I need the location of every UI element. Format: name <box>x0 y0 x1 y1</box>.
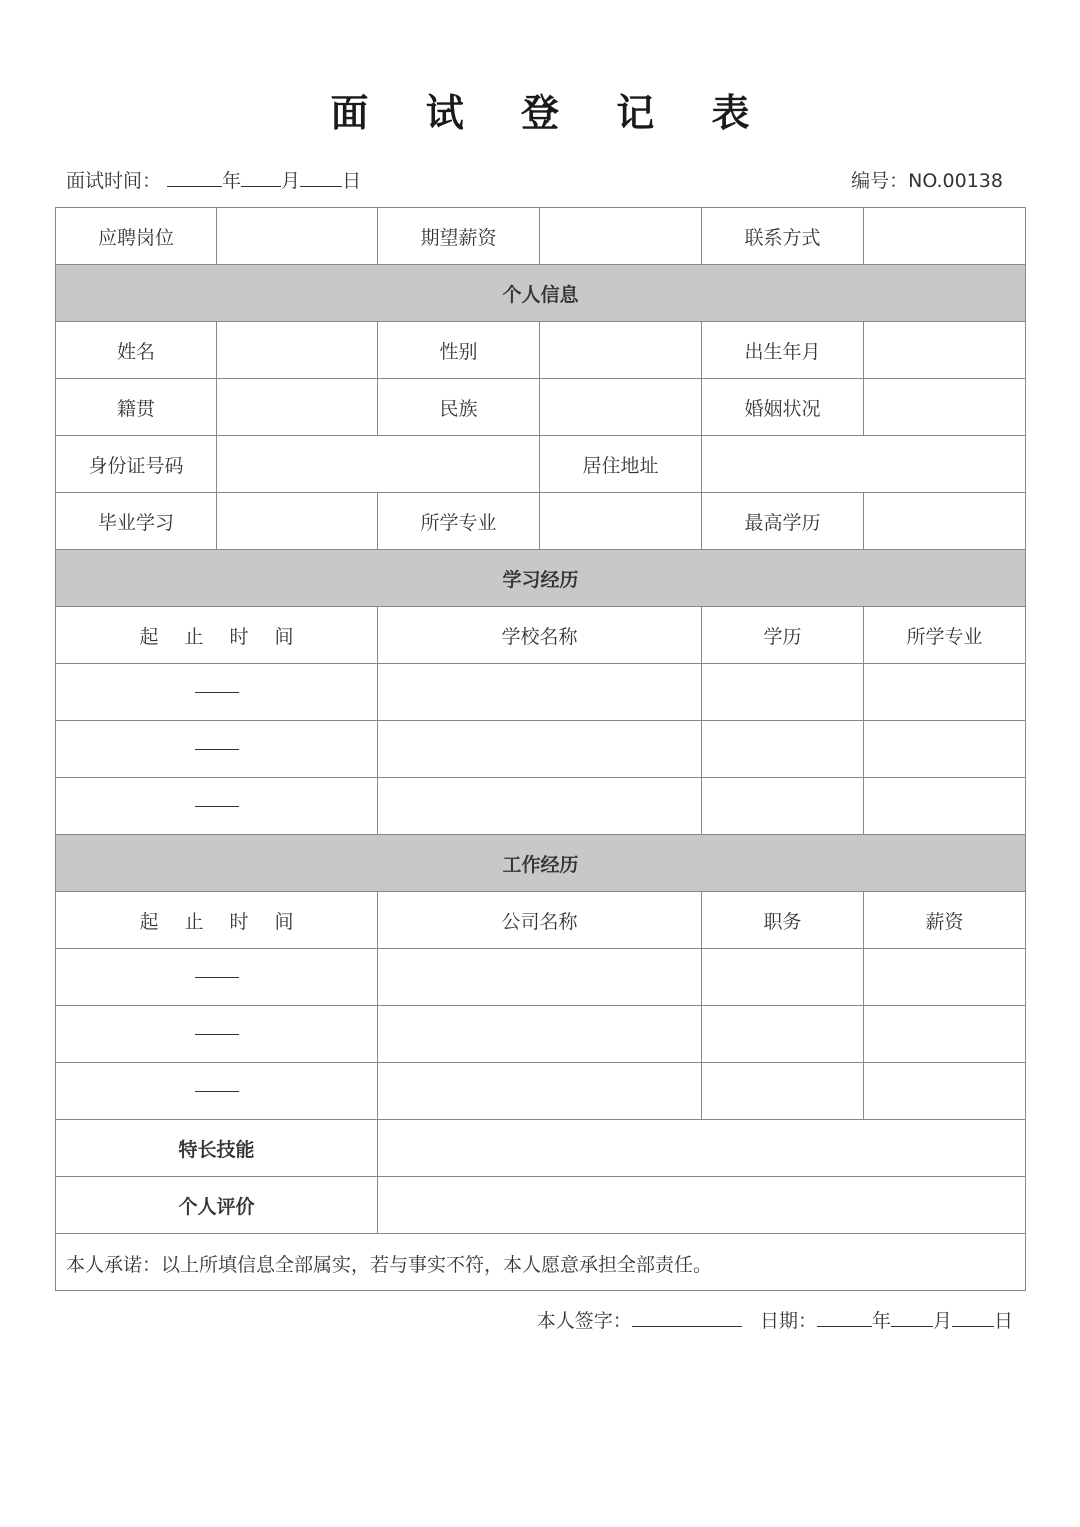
dash-separator <box>195 977 239 978</box>
degree-field[interactable] <box>702 664 864 721</box>
work-columns <box>56 892 1026 949</box>
degree-field[interactable] <box>702 778 864 835</box>
interview-time-label: 面试时间： <box>66 170 162 192</box>
work-salary-field[interactable] <box>864 949 1026 1006</box>
marital-field[interactable] <box>864 379 1026 436</box>
native-place-field[interactable] <box>217 379 378 436</box>
company-field[interactable] <box>378 1063 702 1120</box>
address-field[interactable] <box>702 436 1026 493</box>
work-row <box>56 1063 1026 1120</box>
position-field[interactable] <box>217 208 378 265</box>
study-row <box>56 664 1026 721</box>
dash-separator <box>195 1091 239 1092</box>
school-name-header: 学校名称 <box>378 607 702 664</box>
job-title-field[interactable] <box>702 1006 864 1063</box>
skills-field[interactable] <box>378 1120 1026 1177</box>
job-row <box>56 208 1026 265</box>
study-major-header: 所学专业 <box>864 607 1026 664</box>
study-major-field[interactable] <box>864 664 1026 721</box>
contact-field[interactable] <box>864 208 1026 265</box>
work-row <box>56 1006 1026 1063</box>
work-salary-field[interactable] <box>864 1063 1026 1120</box>
dash-separator <box>195 692 239 693</box>
salary-label: 期望薪资 <box>378 208 540 265</box>
work-salary-header: 薪资 <box>864 892 1026 949</box>
id-number-label: 身份证号码 <box>56 436 217 493</box>
skills-label: 特长技能 <box>56 1120 378 1177</box>
evaluation-field[interactable] <box>378 1177 1026 1234</box>
job-title-field[interactable] <box>702 949 864 1006</box>
work-period-field[interactable] <box>56 949 378 1006</box>
gender-field[interactable] <box>540 322 702 379</box>
id-number-field[interactable] <box>217 436 540 493</box>
graduated-field[interactable] <box>217 493 378 550</box>
study-history-header: 学习经历 <box>56 550 1026 607</box>
address-label: 居住地址 <box>540 436 702 493</box>
page-title: 面 试 登 记 表 <box>330 91 772 135</box>
registration-form <box>55 207 1026 1332</box>
sign-year-label: 年 <box>871 1310 891 1332</box>
work-period-header: 起 止 时 间 <box>56 892 378 949</box>
school-field[interactable] <box>378 721 702 778</box>
name-field[interactable] <box>217 322 378 379</box>
personal-row-4 <box>56 493 1026 550</box>
contact-label: 联系方式 <box>702 208 864 265</box>
skills-row <box>56 1120 1026 1177</box>
company-field[interactable] <box>378 1006 702 1063</box>
sign-month-blank[interactable] <box>891 1308 933 1327</box>
date-label: 日期： <box>759 1310 817 1332</box>
work-history-header: 工作经历 <box>56 835 1026 892</box>
evaluation-label: 个人评价 <box>56 1177 378 1234</box>
serial-label: 编号： <box>851 170 909 192</box>
study-major-field[interactable] <box>864 721 1026 778</box>
graduated-label: 毕业学习 <box>56 493 217 550</box>
header-meta <box>66 166 1003 194</box>
company-field[interactable] <box>378 949 702 1006</box>
work-period-field[interactable] <box>56 1063 378 1120</box>
dash-separator <box>195 806 239 807</box>
marital-label: 婚姻状况 <box>702 379 864 436</box>
degree-field[interactable] <box>702 721 864 778</box>
school-field[interactable] <box>378 778 702 835</box>
degree-header: 学历 <box>702 607 864 664</box>
birth-field[interactable] <box>864 322 1026 379</box>
declaration-row <box>56 1234 1026 1291</box>
evaluation-row <box>56 1177 1026 1234</box>
year-blank[interactable] <box>167 168 222 187</box>
declaration-text: 本人承诺：以上所填信息全部属实，若与事实不符，本人愿意承担全部责任。 <box>66 1254 713 1276</box>
year-label: 年 <box>222 170 242 192</box>
declaration-cell <box>56 1234 1026 1332</box>
dash-separator <box>195 1034 239 1035</box>
company-name-header: 公司名称 <box>378 892 702 949</box>
study-row <box>56 721 1026 778</box>
personal-row-2 <box>56 379 1026 436</box>
name-label: 姓名 <box>56 322 217 379</box>
major-label: 所学专业 <box>378 493 540 550</box>
school-field[interactable] <box>378 664 702 721</box>
major-field[interactable] <box>540 493 702 550</box>
sign-month-label: 月 <box>932 1310 952 1332</box>
month-label: 月 <box>281 170 301 192</box>
ethnicity-label: 民族 <box>378 379 540 436</box>
ethnicity-field[interactable] <box>540 379 702 436</box>
job-title-header: 职务 <box>702 892 864 949</box>
work-period-field[interactable] <box>56 1006 378 1063</box>
gender-label: 性别 <box>378 322 540 379</box>
study-period-field[interactable] <box>56 721 378 778</box>
serial-number <box>851 166 1003 193</box>
work-salary-field[interactable] <box>864 1006 1026 1063</box>
birth-label: 出生年月 <box>702 322 864 379</box>
job-title-field[interactable] <box>702 1063 864 1120</box>
education-label: 最高学历 <box>702 493 864 550</box>
study-columns <box>56 607 1026 664</box>
dash-separator <box>195 749 239 750</box>
sign-day-blank[interactable] <box>952 1308 994 1327</box>
serial-value: NO.00138 <box>908 170 1003 192</box>
signature-blank[interactable] <box>632 1308 742 1327</box>
interview-date <box>66 166 361 193</box>
month-blank[interactable] <box>241 168 281 187</box>
native-place-label: 籍贯 <box>56 379 217 436</box>
study-period-field[interactable] <box>56 778 378 835</box>
signature-line <box>537 1306 1013 1333</box>
salary-field[interactable] <box>540 208 702 265</box>
sign-day-label: 日 <box>993 1310 1013 1332</box>
study-major-field[interactable] <box>864 778 1026 835</box>
study-period-header: 起 止 时 间 <box>56 607 378 664</box>
day-label: 日 <box>342 170 362 192</box>
education-field[interactable] <box>864 493 1026 550</box>
position-label: 应聘岗位 <box>56 208 217 265</box>
personal-row-1 <box>56 322 1026 379</box>
personal-info-header: 个人信息 <box>56 265 1026 322</box>
day-blank[interactable] <box>300 168 342 187</box>
personal-row-3 <box>56 436 1026 493</box>
study-row <box>56 778 1026 835</box>
signature-label: 本人签字： <box>536 1310 632 1332</box>
work-row <box>56 949 1026 1006</box>
sign-year-blank[interactable] <box>817 1308 872 1327</box>
study-period-field[interactable] <box>56 664 378 721</box>
